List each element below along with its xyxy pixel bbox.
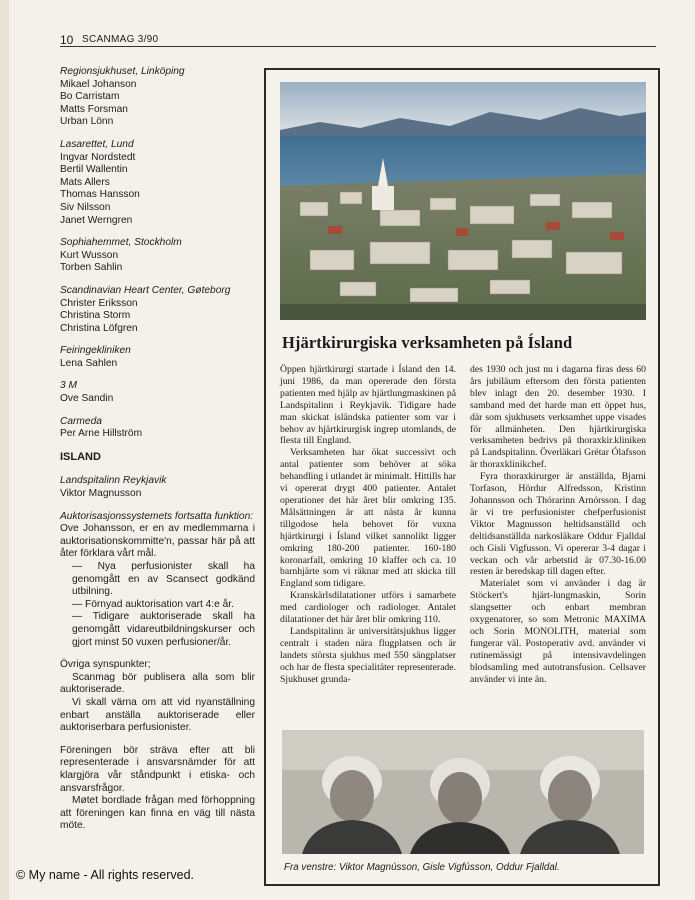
ovriga-heading: Övriga synspunkter; xyxy=(60,659,151,671)
person-name: Kurt Wusson xyxy=(60,249,119,261)
left-column xyxy=(60,66,255,833)
page-edge xyxy=(0,0,9,900)
group-place: Scandinavian Heart Center, Gøteborg xyxy=(60,284,231,296)
person-name: Bertil Wallentin xyxy=(60,164,128,176)
list-group xyxy=(60,345,255,370)
foreningen-paragraph: Föreningen bör sträva efter att bli representerade i ansvarsnämder för att klargjöra vår ståndpunkt i etiska- och ansvarsfrågor. xyxy=(60,744,255,794)
person-name: Christer Eriksson xyxy=(60,297,138,309)
article-box xyxy=(264,68,660,886)
person-name: Ove Sandin xyxy=(60,393,114,405)
reykjavik-aerial-photo xyxy=(280,82,646,320)
group-place: Regionsjukhuset, Linköping xyxy=(60,66,185,77)
list-group xyxy=(60,66,255,129)
page-header xyxy=(60,33,656,47)
list-group xyxy=(60,237,255,275)
article-paragraph: Fyra thoraxkirurger är anställda, Bjarni Torfason, Hördur Alfredsson, Kristinn Johannsson och Thórarinn Arnórsson. I dag är vi tre perfusionister chefperfusionist Viktor Magnusson heltidsanställd och deltidsanställda narkosläkare Oddur Fjalldal och Gisli Vigfusson. Vi opererar 3-4 dagar i veckan och vår arbetstid är 07.30-16.00 resten är beredskap till dagen efter. xyxy=(470,471,646,578)
article-title: Hjärtkirurgiska verksamheten på Ísland xyxy=(282,333,573,352)
list-group xyxy=(60,416,255,441)
perfusionists-photo xyxy=(282,730,644,854)
person-name: Mats Allers xyxy=(60,176,110,188)
person-name: Matts Forsman xyxy=(60,103,128,115)
group-place: Landspitalinn Reykjavik xyxy=(60,475,167,487)
article-paragraph: Öppen hjärtkirurgi startade i Ísland den 14. juni 1986, da man opererade den första patienten med hjälp av hjärtlungmaskinen på Landspitalinn i Reykjavik. Tidigare hade man skickat isländska patienter som var i behov av hjärtkirurgisk ingrep utomlands, de flesta till England. xyxy=(280,364,456,447)
group-place: Carmeda xyxy=(60,415,102,427)
copyright-notice: © My name - All rights reserved. xyxy=(16,868,195,882)
magazine-issue: SCANMAG 3/90 xyxy=(82,34,159,45)
foreningen-paragraph: Møtet bordlade frågan med förhoppning att föreningen kan finna en väg till nästa möte. xyxy=(60,795,255,832)
person-name: Christina Löfgren xyxy=(60,322,138,334)
list-group xyxy=(60,475,255,500)
list-group xyxy=(60,139,255,227)
group-place: Sophiahemmet, Stockholm xyxy=(60,237,182,249)
person-name: Siv Nilsson xyxy=(60,201,111,213)
photo-caption: Fra venstre: Viktor Magnússon, Gisle Vigfússon, Oddur Fjalldal. xyxy=(284,862,560,873)
spacer xyxy=(60,735,255,745)
person-name: Ingvar Nordstedt xyxy=(60,151,136,163)
spacer xyxy=(60,649,255,659)
header-rule xyxy=(60,46,656,47)
group-place: Feiringekliniken xyxy=(60,345,131,357)
group-place: 3 M xyxy=(60,380,77,392)
article-paragraph: Verksamheten har ökat successivt och antal patienter som behöver at söka behandling i utlandet är minimalt. Hittills har vi opererat drygt 400 patienter. Antalet operationer det här året blir omkring 135. Målsättningen är att nästa år kunna tillgodose hela behovet för vuxna hjärtkirurgi i Ísland vilket sannolikt ligger omkring 180-200 patienter. 160-180 koronarfall, omkring 10 klaffer och ca. 10 barnhjärte som vi räknar med att skicka till England som tidigare. xyxy=(280,447,456,590)
list-group xyxy=(60,380,255,405)
article-paragraph: Materialet som vi använder i dag är Stöckert's hjärt-lungmaskin, Sorin slangsetter och enbart membran oxygenatorer, so som Metronic MAXIMA och Sorin MONOLITH, material som fungerar väl. Postoperativ avd. använder vi rutinemässigt på intensivavdelingen blodsamling med autotransfusion. Cellsaver använder vi inte än. xyxy=(470,578,646,685)
person-name: Per Arne Hillström xyxy=(60,428,143,440)
article-paragraph: Kranskärlsdilatationer utförs i samarbete med cardiologer och radiologer. Antalet dilatationer det här året blir omkring 110. xyxy=(280,590,456,626)
ovriga-paragraph: Scanmag bör publisera alla som blir auktoriserade. xyxy=(60,671,255,696)
auth-text: Ove Johansson, er en av medlemmarna i auktorisationskommitte'n, passar här på att åter förklara vårt mål. xyxy=(60,523,255,560)
bullet-item: — Nya perfusionister skall ha genomgått en av Scansect godkänd utbilning. xyxy=(72,561,255,598)
article-column-2 xyxy=(470,364,646,685)
person-name: Janet Werngren xyxy=(60,214,133,226)
person-name: Christina Storm xyxy=(60,310,131,322)
article-column-1 xyxy=(280,364,456,685)
person-name: Bo Carristam xyxy=(60,91,120,103)
three-men-illustration xyxy=(282,730,644,854)
person-name: Mikael Johanson xyxy=(60,78,137,90)
bullet-item: — Tidigare auktoriserade skall ha genomgått vidareutbildningskurser och gjort minst 50 vuxen perfusioner/år. xyxy=(72,611,255,648)
person-name: Viktor Magnusson xyxy=(60,488,142,500)
auth-heading: Auktorisasjonssystemets fortsatta funktion: xyxy=(60,510,254,522)
article-paragraph: Landspitalinn är universitätsjukhus ligger centralt i staden nära flugplatsen och är landets största sjukhus med 550 sängplatser och har de flesta specialitäter representerade. Sjukhuset grunda- xyxy=(280,625,456,685)
group-place: Lasarettet, Lund xyxy=(60,138,134,150)
page-number: 10 xyxy=(60,33,74,47)
ovriga-paragraph: Vi skall värna om att vid nyanställning enbart anställa auktoriserade eller auktoriserbara perfusionister. xyxy=(60,696,255,734)
bullet-item: — Förnyad auktorisation vart 4:e år. xyxy=(72,598,234,610)
reykjavik-aerial-illustration xyxy=(280,82,646,320)
person-name: Thomas Hansson xyxy=(60,189,140,201)
person-name: Lena Sahlen xyxy=(60,357,118,369)
person-name: Torben Sahlin xyxy=(60,262,123,274)
list-group xyxy=(60,285,255,335)
section-title: ISLAND xyxy=(60,450,101,463)
article-paragraph: des 1930 och just nu i dagarna firas dess 60 års jubiläum eftersom den första patienten blev inlagt den 20. desember 1930. I samband med det harde man ett öppet hus, där som sjukhusets verksamhet uppe visades för allmänheten. Den hjärtkirurgiska verksamheten bedrivs på thoraxkir.kliniken på Landspitalinn. Överläkari Grétar Ólafsson är thoraxklinikchef. xyxy=(470,364,646,471)
person-name: Urban Lönn xyxy=(60,116,114,128)
